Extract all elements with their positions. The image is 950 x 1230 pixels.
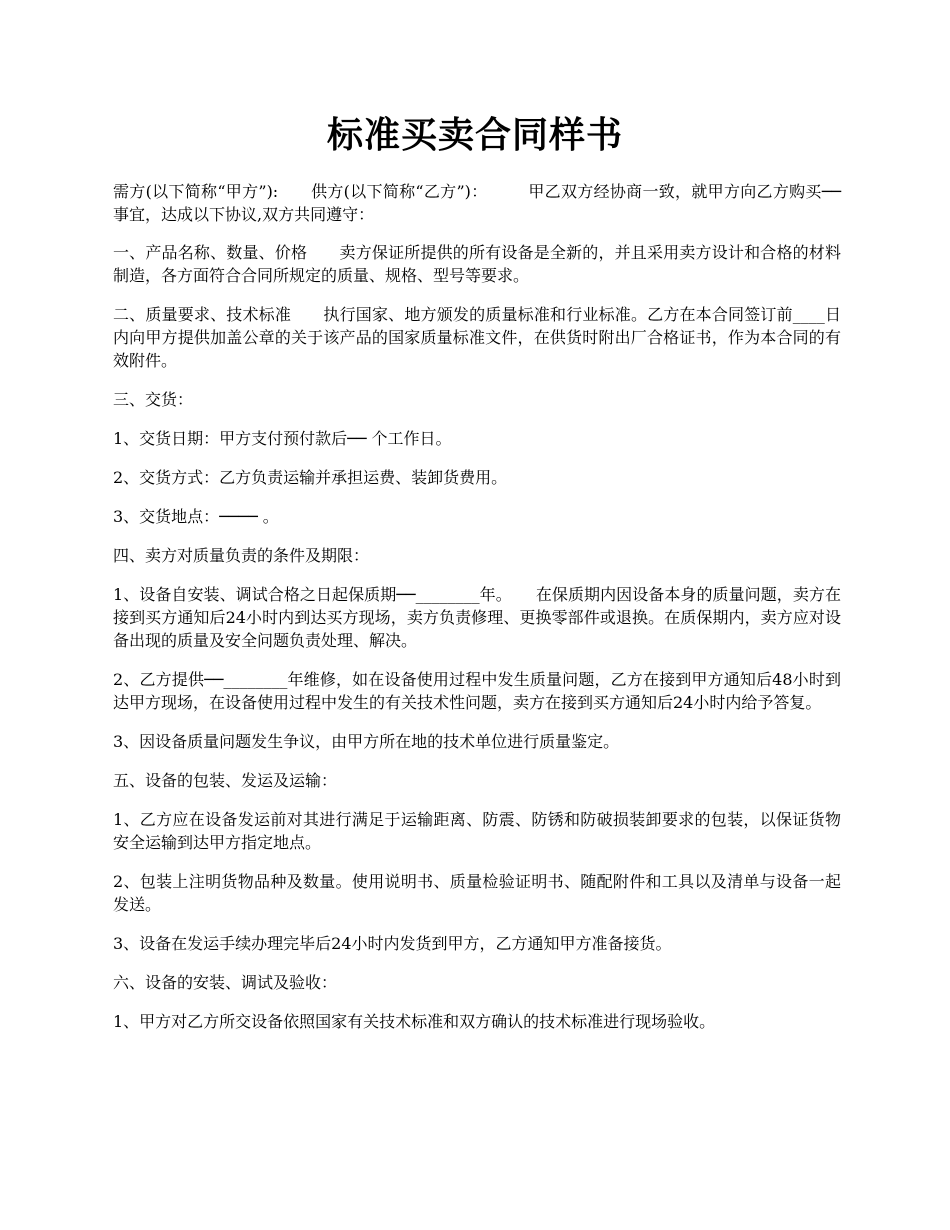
section-heading-installation: 六、设备的安装、调试及验收： — [113, 973, 338, 992]
paragraph-dispute: 3、因设备质量问题发生争议，由甲方所在地的技术单位进行质量鉴定。 — [113, 732, 620, 751]
paragraph-packaging: 1、乙方应在设备发运前对其进行满足于运输距离、防震、防锈和防破损装卸要求的包装，以保证货物安全运输到达甲方指定地点。 — [113, 810, 841, 852]
paragraph-parties: 需方(以下简称“甲方”): 供方(以下简称“乙方”)： 甲乙双方经协商一致，就甲方向乙方购买──事宜，达成以下协议,双方共同遵守： — [113, 182, 841, 224]
paragraph-quality-standard: 二、质量要求、技术标准 执行国家、地方颁发的质量标准和行业标准。乙方在本合同签订前____日内向甲方提供加盖公章的关于该产品的国家质量标准文件，在供货时附出厂合格证书，作为本合同的有效附件。 — [113, 305, 841, 370]
paragraph-delivery-method: 2、交货方式：乙方负责运输并承担运费、装卸货费用。 — [113, 468, 508, 487]
paragraph-delivery-date: 1、交货日期：甲方支付预付款后── 个工作日。 — [113, 429, 452, 448]
section-heading-delivery: 三、交货： — [113, 390, 194, 409]
document-title: 标准买卖合同样书 — [326, 115, 623, 156]
section-heading-packaging: 五、设备的包装、发运及运输： — [113, 771, 338, 790]
paragraph-maintenance: 2、乙方提供──________年维修，如在设备使用过程中发生质量问题，乙方在接到甲方通知后48小时到达甲方现场，在设备使用过程中发生的有关技术性问题，卖方在接到买方通知后24小时内给予答复。 — [113, 670, 841, 712]
paragraph-acceptance: 1、甲方对乙方所交设备依照国家有关技术标准和双方确认的技术标准进行现场验收。 — [113, 1012, 716, 1031]
paragraph-labels: 2、包装上注明货物品种及数量。使用说明书、质量检验证明书、随配附件和工具以及清单与设备一起发送。 — [113, 872, 841, 914]
document-body — [113, 180, 841, 1049]
paragraph-shipping: 3、设备在发运手续办理完毕后24小时内发货到甲方，乙方通知甲方准备接货。 — [113, 934, 672, 953]
paragraph-delivery-location: 3、交货地点：──── 。 — [113, 507, 279, 526]
section-heading-warranty: 四、卖方对质量负责的条件及期限： — [113, 546, 370, 565]
paragraph-warranty-period: 1、设备自安装、调试合格之日起保质期──________年。 在保质期内因设备本身的质量问题，卖方在接到买方通知后24小时内到达买方现场，卖方负责修理、更换零部件或退换。在质保期内，卖方应对设备出现的质量及安全问题负责处理、解决。 — [113, 585, 841, 650]
paragraph-product: 一、产品名称、数量、价格 卖方保证所提供的所有设备是全新的，并且采用卖方设计和合格的材料制造，各方面符合合同所规定的质量、规格、型号等要求。 — [113, 243, 841, 285]
